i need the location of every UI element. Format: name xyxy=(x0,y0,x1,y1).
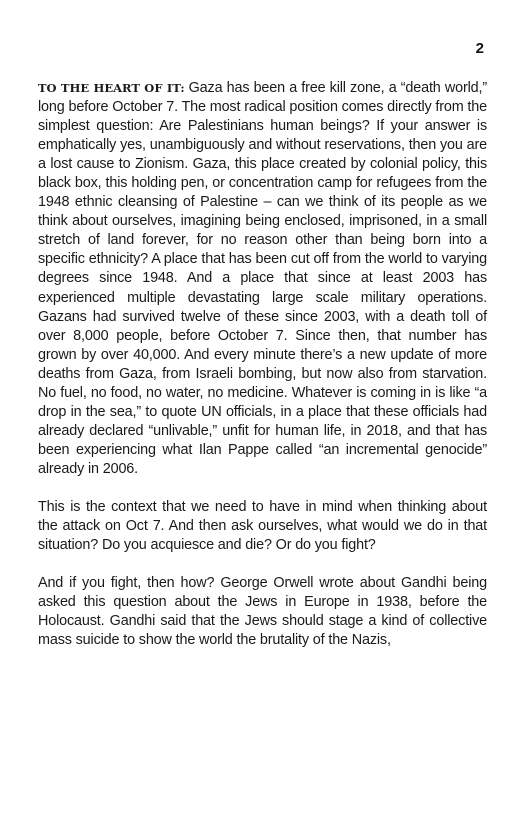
paragraph-2: This is the context that we need to have in mind when thinking about the attack on Oct 7. And then ask ourselves, what would we do in that situation? Do you acquiesce and die? Or do you fight? xyxy=(38,498,487,554)
page-number: 2 xyxy=(475,40,484,57)
paragraph-3: And if you fight, then how? George Orwell wrote about Gandhi being asked this question about the Jews in Europe in 1938, before the Holocaust. Gandhi said that the Jews should stage a kind of collective mass suicide to show the world the brutality of the Nazis, xyxy=(38,575,487,649)
section-lead-in: TO THE HEART OF IT: xyxy=(38,81,185,95)
paragraph-1 xyxy=(38,79,487,479)
paragraph-1-text: Gaza has been a free kill zone, a “death world,” long before October 7. The most radical position comes directly from the simplest question: Are Palestinians human beings? If your answer is emphatically yes, unambiguously and without reservations, then you are a lost cause to Zionism. Gaza, this place created by colonial policy, this black box, this holding pen, or concentration camp for refugees from the 1948 ethnic cleansing of Palestine – can we think of its people as we think about ourselves, imagining being enclosed, imprisoned, in a small stretch of land forever, for no reason other than being born into a specific ethnicity? A place that has been cut off from the world to varying degrees since 1948. And a place that since at least 2003 has experienced multiple devastating large scale military operations. Gazans had survived twelve of these since 2003, with a death toll of over 8,000 people, before October 7. Since then, that number has grown by over 40,000. And every minute there’s a new update of more deaths from Gaza, from Israeli bombing, but now also from starvation. No fuel, no food, no water, no medicine. Whatever is coming in is like “a drop in the sea,” to quote UN officials, in a place that these officials had already declared “unlivable,” unfit for human life, in 2018, and that has been experiencing what Ilan Pappe called “an incremental genocide” already in 2006. xyxy=(38,80,487,477)
body-text xyxy=(38,79,487,669)
